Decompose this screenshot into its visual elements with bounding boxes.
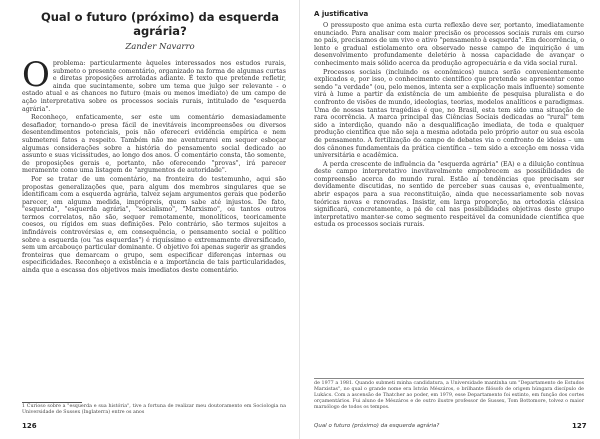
page-number: 126 [22,422,37,430]
paragraph: O pressuposto que anima esta curta reflexão deve ser, portanto, imediatamente enunciado. Para analisar com maior precisão os processos sociais rurais em curso no país, precisamos de um vivo e ativo "pensamento à esquerda". Em decorrência, o lento e gradual estiolamento ora observado nesse campo de inquirição é um desenvolvimento profundamente deletério à nossa capacidade de avançar o conhecimento mais sólido acerca da produção agropecuária e da vida social rural. [314,22,584,67]
footnote: de 1977 a 1981. Quando submeti minha candidatura, a Universidade mantinha um "Departamento de Estudos Marxistas", no qual o grande nome era István Mészáros, o brilhante filósofo de origem húngara discípulo de Lukács. Com a ascensão de Thatcher ao poder, em 1979, esse Departamento foi extinto, em função dos cortes orçamentários. Fui aluno de Mészáros e de outro ilustre professor de Sussex, Tom Bottomore, tolvez o maior marxólogo de todos os tempos. [314,381,584,410]
right-page [300,0,600,439]
footnote-divider [22,402,82,403]
left-body [22,55,286,276]
running-head: Qual o futuro (próximo) da esquerda agrária? [314,423,440,429]
article-title: Qual o futuro (próximo) da esquerda agrária? [40,10,280,38]
paragraph: Reconheço, enfaticamente, ser este um comentário demasiadamente desafiador, tornando-o presa fácil de inevitáveis incompreensões ou diversos desentendimentos potenciais, pois não ofereceri evidência empírica e nem submeterei fatos a respeito. Também não me aventurarei em sequer esboçar algumas considerações sobre a história do pensamento social dedicado ao assunto e suas vicissitudes, ao longo dos anos. O comentário consta, tão somente, de proposições gerais e, portanto, não oferecendo "provas", irá parecer meramente como uma listagem de "argumentos de autoridade". [22,114,286,175]
page-number: 127 [572,422,587,430]
footnote-divider [314,378,584,379]
paragraph: Processos sociais (incluindo os econômicos) nunca serão convenientemente explicados e, por isso, o conhecimento científico que pretende se apresentar como sendo "a verdade" (ou, pelo menos, intenta ser a explicação mais influente) somente virá à lume a partir da existência de um ambiente de pesquisa pluralista e do confronto de visões de mundo, ideologias, teorias, modelos analíticos e paradigmas. Uma de nossas tantas tragédias é que, no Brasil, esta tem sido uma situação de rara ocorrência. A marca principal das Ciências Sociais dedicadas ao "rural" tem sido a interdição, quando não a desqualificação imediata, de toda e qualquer produção científica que não seja a mesma adotada pelo próprio autor ou sua escola de pensamento. A fertilização do campo de debates via o confronto de ideias – um dos cânones fundamentais da prática científica – tem sido a exceção em nossa vida universitária e acadêmica. [314,68,584,160]
author-name: Zander Navarro [125,42,195,52]
paragraph: A perda crescente de influência da "esquerda agrária" (EA) e a diluição contínua deste campo interpretativo inevitavelmente empobrecem as possibilidades de compreensão acerca do mundo rural. Estão aí tendências que precisam ser devidamente discutidas, no sentido de perceber suas causas e, eventualmente, abrir espaços para a sua reconstituição, ainda que necessariamente sob novas teóricas novas e renovadas. Insistir, em larga proporção, na ortodoxia clássica significará, concretamente, a pá de cal nas possibilidades objetivas deste grupo interpretativo manter-se como segmento respeitável da comunidade científica que estuda os processos sociais rurais. [314,160,584,229]
drop-cap: O [22,55,50,95]
right-body [314,22,584,230]
footnote: 1 Curioso sobre a "esquerda e sua história", tive a fortuna de realizar meu doutoramento em Sociologia na Universidade de Sussex (Inglaterra) entre os anos [22,404,286,415]
paragraph: Oproblema: particularmente àqueles interessados nos estudos rurais, submeto o presente comentário, organizado na forma de algumas curtas e diretas proposições arroladas adiante. É texto que pretende refletir, ainda que sucintamente, sobre um tema que julgo ser relevante - o estado atual e as chances no futuro (mais ou menos imediato) de um campo de ação interpretativa sobre os processos sociais rurais, intitulado de "esquerda agrária". [22,55,286,113]
section-heading: A justificativa [314,10,369,18]
paragraph: Por se tratar de um comentário, na fronteira do testemunho, aqui são propostas generalizações que, para algum dos membros singulares que se identificam com a esquerda agrária, talvez sejam argumentos gerais que poderão parecer, em alguma medida, imprópreis, quem sabe até injustos. De fato, "esquerda", "esquerda agrária", "socialismo", "Marxismo", ou tantos outros termos correlatos, não são, sequer remotamente, monolíticos, teoricamente coesos, ou rígidos em suas definições. Pelo contrário, são termos sujeitos a infindáveis controvérsias e, em consequência, o pensamento social e político sobre a esquerda (ou "as esquerdas") é riquíssimo e extremamente diversificado, sem um arcabouço particular dominante. O objetivo foi apenas sugerir as grandes fronteiras que demarcam o grupo, sem especificar diferenças internas ou especificidades. Reconheço a existência e a importância de tais particularidades, ainda que a escassa dos objetivos mais imediatos deste comentário. [22,175,286,275]
